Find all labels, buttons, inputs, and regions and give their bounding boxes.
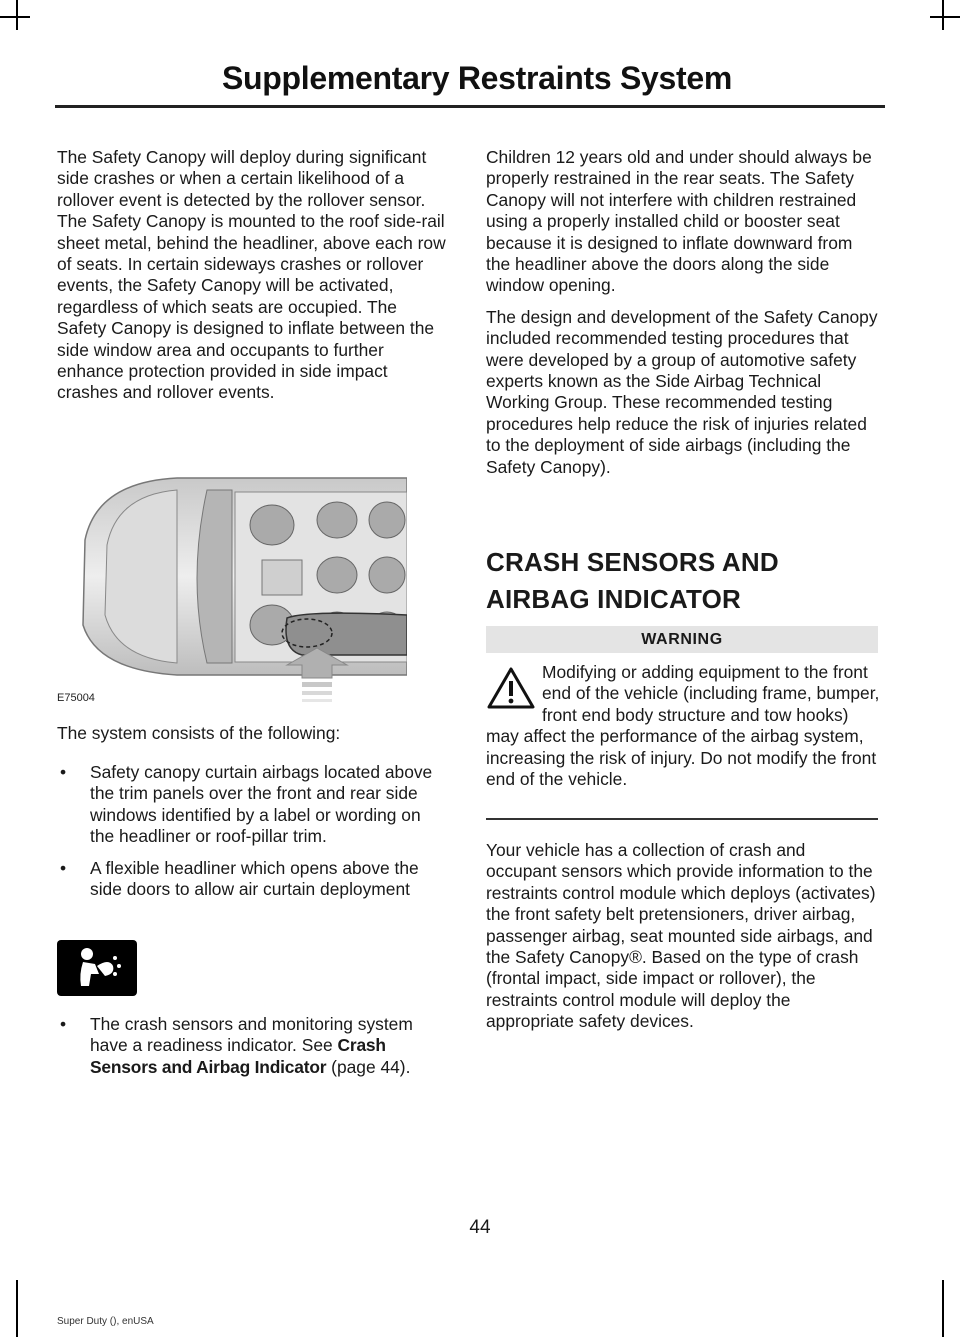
warning-divider (486, 818, 878, 820)
vehicle-safety-canopy-figure (57, 460, 407, 710)
left-column (57, 147, 449, 404)
vehicle-overhead-illustration (57, 460, 407, 710)
airbag-warning-icon (57, 940, 137, 996)
footer-text: Super Duty (), enUSA (57, 1316, 154, 1327)
warning-triangle-icon (486, 666, 536, 710)
page-number: 44 (469, 1217, 491, 1238)
page-title: Supplementary Restraints System (222, 60, 732, 96)
crop-mark (930, 16, 960, 18)
component-list (57, 762, 449, 900)
warning-block (486, 662, 880, 790)
bullet-glyph: • (60, 857, 67, 878)
list-item-text: Safety canopy curtain airbags located above the trim panels over the front and rear side windows identified by a label or wording on the headliner or roof-pillar trim. (90, 762, 433, 847)
section-heading (486, 548, 880, 614)
system-intro: The system consists of the following: (57, 723, 341, 743)
list-item-text: The crash sensors and monitoring system have a readiness indicator. See (90, 1014, 413, 1056)
crop-mark (16, 0, 18, 30)
bullet-glyph: • (60, 1014, 67, 1034)
crash-sensors-link[interactable]: Crash Sensors and Airbag Indicator (90, 1035, 386, 1077)
figure-label: E75004 (57, 692, 95, 704)
list-item (57, 858, 449, 901)
warning-label: WARNING (486, 626, 878, 653)
crop-mark (16, 1280, 18, 1337)
component-list (57, 1014, 449, 1078)
list-item (57, 1014, 449, 1078)
heading-line: CRASH SENSORS AND (486, 547, 779, 577)
crop-mark (942, 0, 944, 30)
list-item (57, 762, 449, 848)
header-divider (55, 105, 885, 108)
crop-mark (942, 1280, 944, 1337)
heading-line: AIRBAG INDICATOR (486, 584, 742, 614)
list-item-text: A flexible headliner which opens above the side doors to allow air curtain deployment (90, 857, 419, 900)
sensors-paragraph: Your vehicle has a collection of crash and occupant sensors which provide information to the restraints control module which deploys (activates) the front safety belt pretensioners, driver airbag, passenger airbag, seat mounted side airbags, and the Safety Canopy®. Based on the type of crash (frontal impact, side impact or rollover), the restraints control module will deploy the appropriate safety devices. (486, 840, 876, 1032)
warning-text: Modifying or adding equipment to the front end of the vehicle (including frame, bumper, front end body structure and tow hooks) may affect the performance of the airbag system, increasing the risk of injury. Do not modify the front end of the vehicle. (486, 662, 880, 790)
page-reference: (page 44). (331, 1056, 411, 1077)
bullet-glyph: • (60, 762, 67, 782)
right-column (486, 147, 880, 478)
children-paragraph: Children 12 years old and under should always be properly restrained in the rear seats. The Safety Canopy will not interfere with children restrained using a properly installed child or booster seat because it is designed to inflate downward from the headliner above the doors along the side window opening. (486, 147, 872, 296)
safety-canopy-paragraph: The Safety Canopy will deploy during significant side crashes or when a certain likelihood of a rollover event is detected by the rollover sensor. The Safety Canopy is mounted to the roof side-rail sheet metal, behind the headliner, above each row of seats. In certain sideways crashes or rollover events, the Safety Canopy will be activated, regardless of which seats are occupied. The Safety Canopy is designed to inflate between the side window area and occupants to further enhance protection provided in side impact crashes and rollover events. (57, 147, 446, 403)
design-paragraph: The design and development of the Safety Canopy included recommended testing procedures that were developed by a group of automotive safety experts known as the Side Airbag Technical Working Group. These recommended testing procedures help reduce the risk of injuries related to the deployment of side airbags (including the Safety Canopy). (486, 306, 878, 477)
crop-mark (0, 16, 30, 18)
